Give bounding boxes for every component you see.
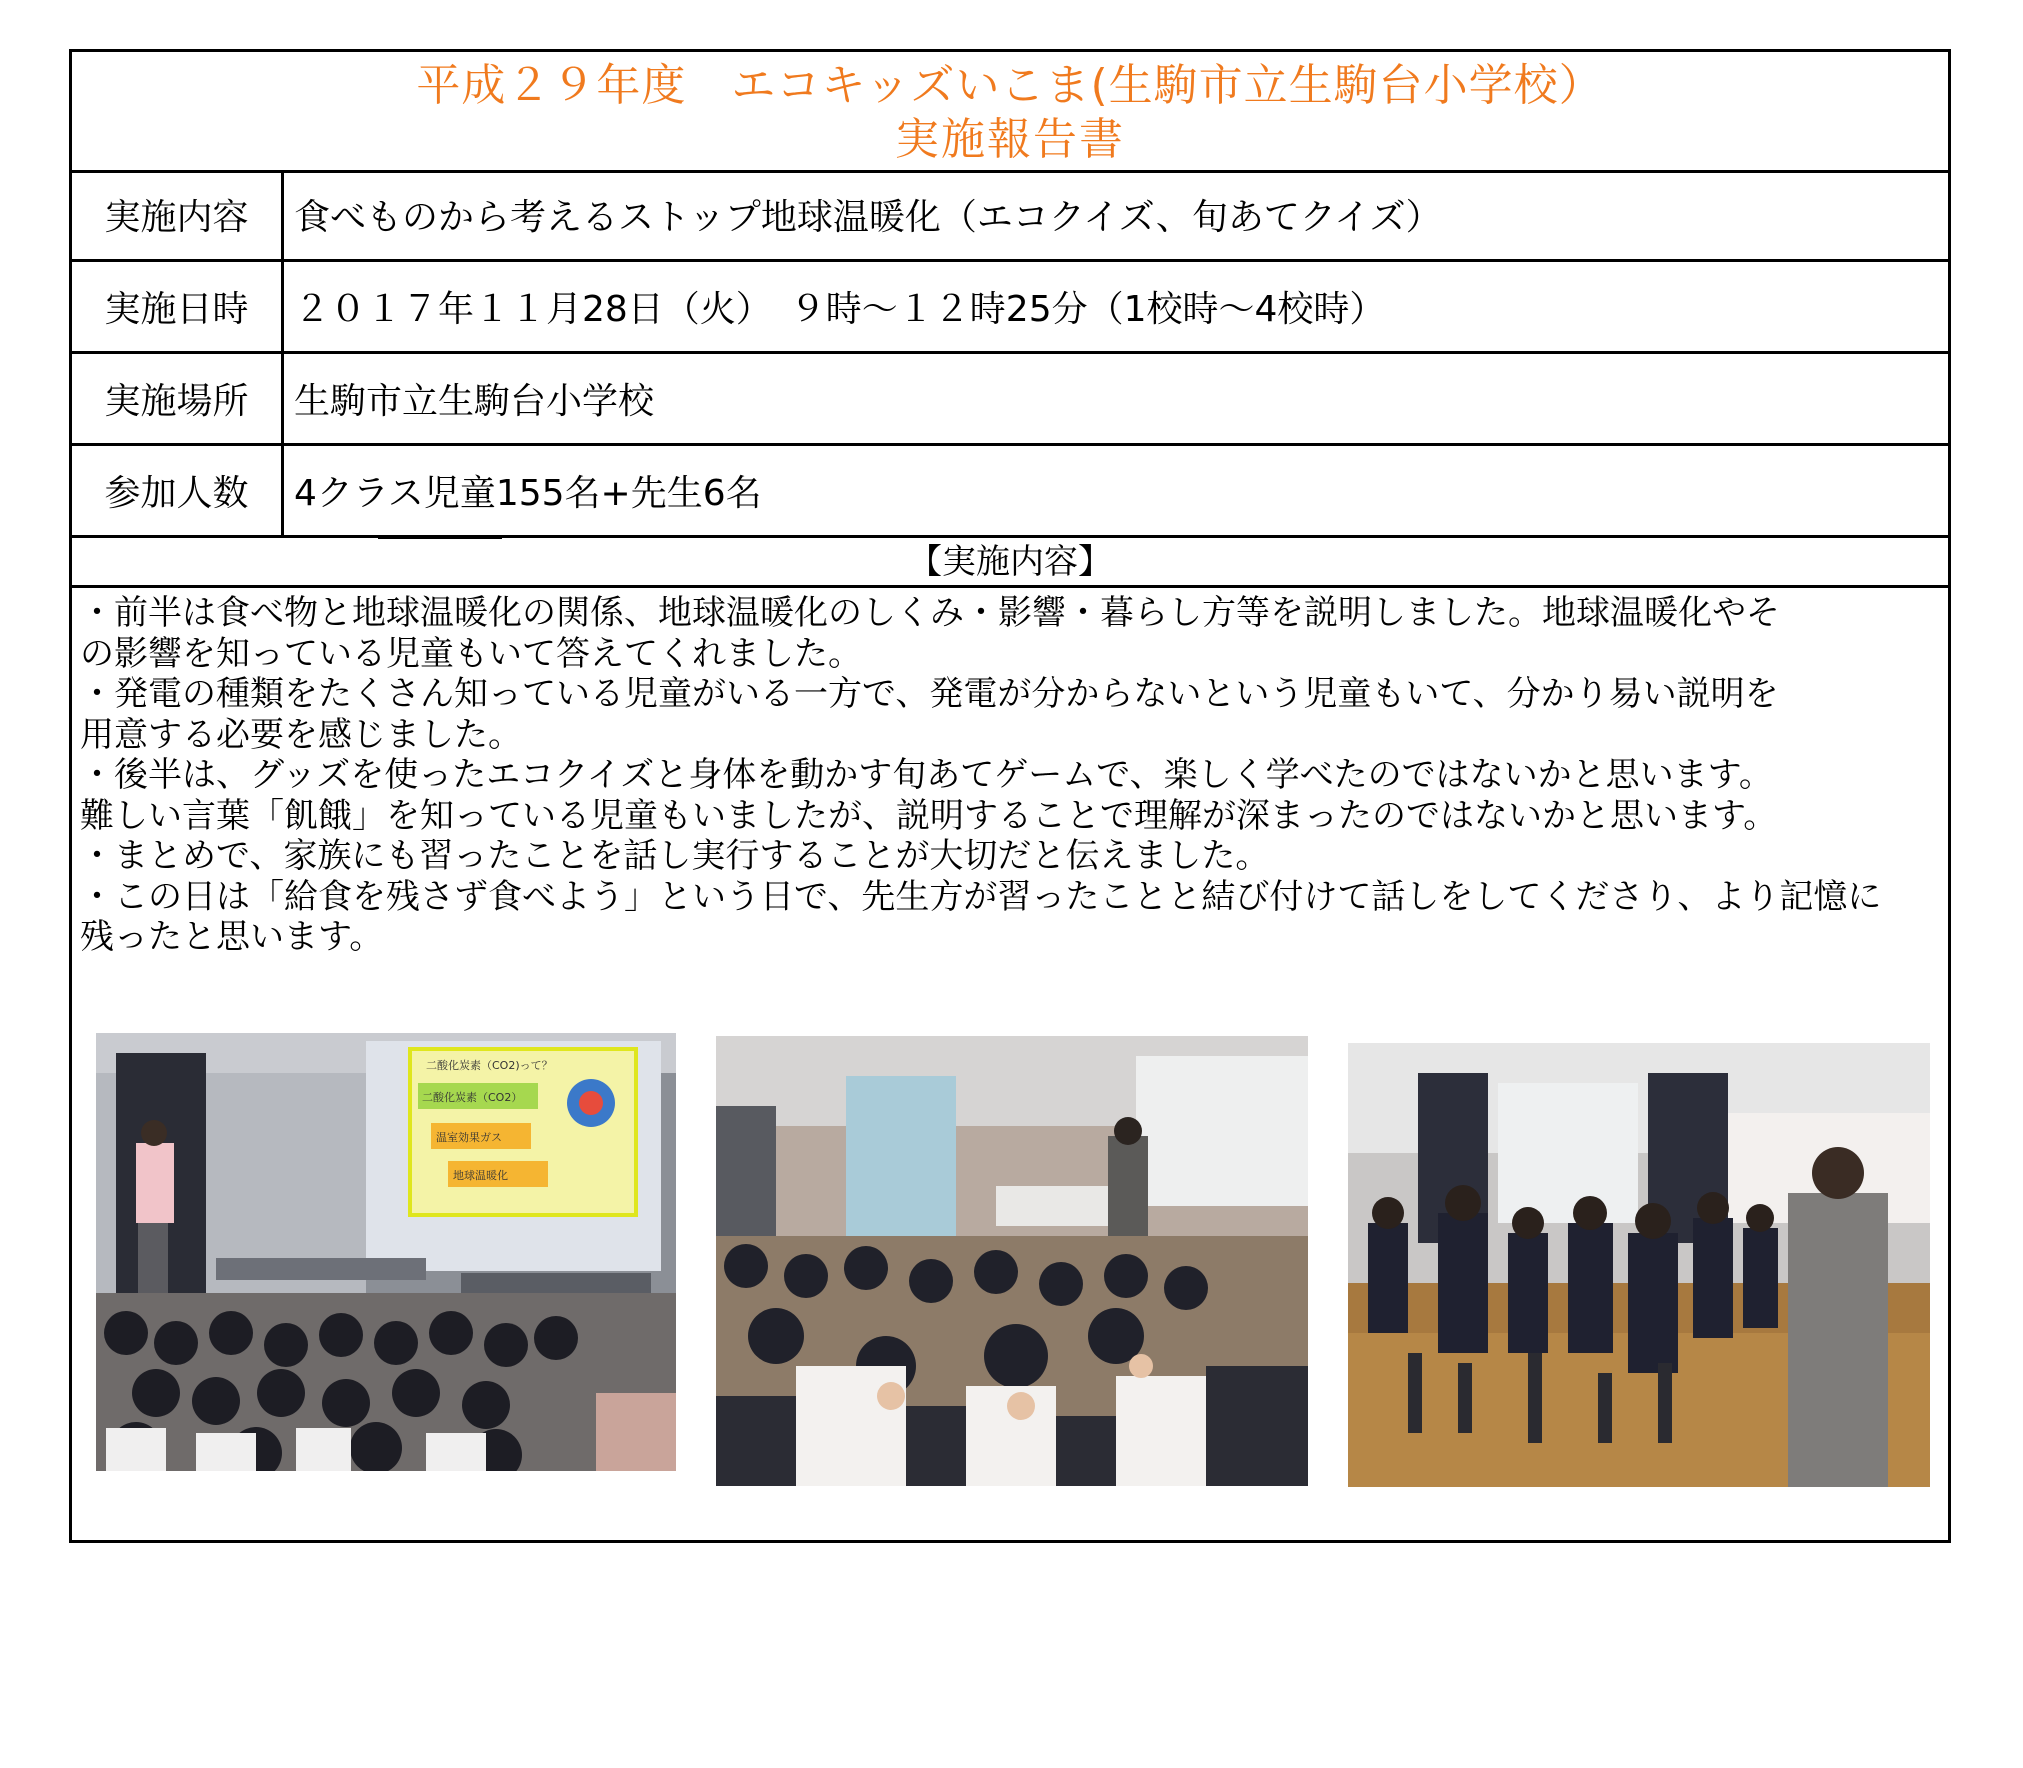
body-line: ・まとめで、家族にも習ったことを話し実行することが大切だと伝えました。 <box>80 836 1270 876</box>
body-line: 残ったと思います。 <box>80 917 384 957</box>
info-value: 食べものから考えるストップ地球温暖化（エコクイズ、旬あてクイズ） <box>294 197 1442 238</box>
report-title-block <box>72 52 1948 173</box>
slide-box-3: 地球温暖化 <box>453 1169 508 1182</box>
info-value: ２０１７年１１月28日（火） ９時～１２時25分（1校時～4校時） <box>294 289 1386 330</box>
body-line: 難しい言葉「飢餓」を知っている児童もいましたが、説明することで理解が深まったのではないかと思います。 <box>80 795 1778 836</box>
body-line: の影響を知っている児童もいて答えてくれました。 <box>80 633 862 674</box>
report-subtitle: 実施報告書 <box>895 114 1125 165</box>
info-value: 生駒市立生駒台小学校 <box>294 381 655 422</box>
body-line: ・この日は「給食を残さず食べよう」という日で、先生方が習ったことと結び付けて話しをしてくださり、より記憶に <box>80 876 1882 917</box>
info-label: 参加人数 <box>72 446 284 535</box>
photo-children-quiz <box>716 1036 1308 1486</box>
info-row-place <box>72 354 1948 446</box>
body-line: ・後半は、グッズを使ったエコクイズと身体を動かす旬あてゲームで、楽しく学べたのではないかと思います。 <box>80 755 1773 795</box>
info-row-participants <box>72 446 1948 538</box>
slide-box-1: 二酸化炭素（CO2） <box>422 1091 523 1104</box>
info-label: 実施場所 <box>72 354 284 443</box>
body-line: 用意する必要を感じました。 <box>80 714 522 755</box>
info-row-datetime <box>72 262 1948 354</box>
section-heading: 【実施内容】 <box>72 538 1948 588</box>
report-body <box>80 593 1946 958</box>
info-label: 実施日時 <box>72 262 284 351</box>
photo-children-game <box>1348 1043 1930 1487</box>
body-line: ・発電の種類をたくさん知っている児童がいる一方で、発電が分からないという児童もいて、分かり易い説明を <box>80 674 1779 714</box>
slide-title: 二酸化炭素（CO2)って？ <box>426 1059 553 1072</box>
info-label: 実施内容 <box>72 170 284 259</box>
photo-classroom-slide <box>96 1033 676 1471</box>
info-value: 4クラス児童155名+先生6名 <box>294 473 762 514</box>
report-title: 平成２９年度 エコキッズいこま(生駒市立生駒台小学校） <box>416 60 1604 111</box>
slide-box-2: 温室効果ガス <box>436 1131 502 1144</box>
info-row-content <box>72 170 1948 262</box>
body-line: ・前半は食べ物と地球温暖化の関係、地球温暖化のしくみ・影響・暮らし方等を説明しました。地球温暖化やそ <box>80 593 1780 633</box>
